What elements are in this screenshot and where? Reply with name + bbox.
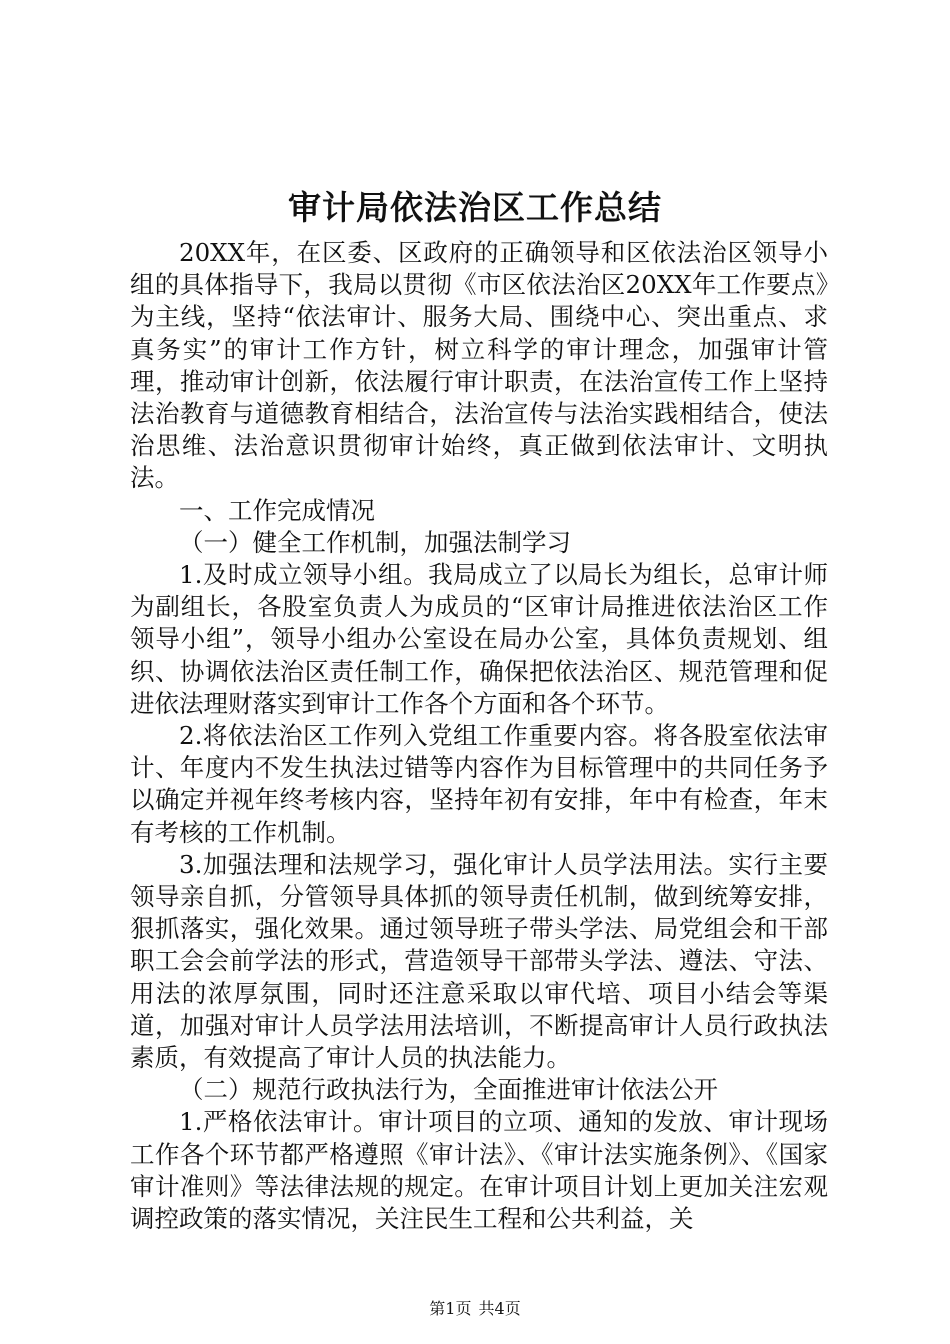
paragraph-item: 2.将依法治区工作列入党组工作重要内容。将各股室依法审计、年度内不发生执法过错等内容作为目标管理中的共同任务予以确定并视年终考核内容，坚持年初有安排，年中有检查，年末有考核的工作机制。 — [130, 721, 828, 847]
page-number: 第1页 — [429, 1299, 472, 1318]
paragraph-intro: 20XX年，在区委、区政府的正确领导和区依法治区领导小组的具体指导下，我局以贯彻《市区依法治区20XX年工作要点》为主线，坚持“依法审计、服务大局、围绕中心、突出重点、求真务实”的审计工作方针，树立科学的审计理念，加强审计管理，推动审计创新，依法履行审计职责，在法治宣传工作上坚持法治教育与道德教育相结合，法治宣传与法治实践相结合，使法治思维、法治意识贯彻审计始终，真正做到依法审计、文明执法。 — [130, 238, 828, 493]
page-total: 共4页 — [478, 1299, 521, 1318]
paragraph-item: 1.严格依法审计。审计项目的立项、通知的发放、审计现场工作各个环节都严格遵照《审计法》、《审计法实施条例》、《国家审计准则》等法律法规的规定。在审计项目计划上更加关注宏观调控政策的落实情况，关注民生工程和公共利益，关 — [130, 1107, 828, 1234]
document-title: 审计局依法治区工作总结 — [288, 188, 662, 227]
document-body — [130, 237, 828, 1235]
paragraph-item: 3.加强法理和法规学习，强化审计人员学法用法。实行主要领导亲自抓，分管领导具体抓的领导责任机制，做到统筹安排，狠抓落实，强化效果。通过领导班子带头学法、局党组会和干部职工会会前学法的形式，营造领导干部带头学法、遵法、守法、用法的浓厚氛围，同时还注意采取以审代培、项目小结会等渠道，加强对审计人员学法用法培训，不断提高审计人员行政执法素质，有效提高了审计人员的执法能力。 — [130, 849, 828, 1073]
page-footer — [0, 1298, 950, 1320]
subsection-heading: （一）健全工作机制，加强法制学习 — [179, 527, 571, 557]
section-heading: 一、工作完成情况 — [179, 495, 375, 525]
paragraph-item: 1.及时成立领导小组。我局成立了以局长为组长，总审计师为副组长，各股室负责人为成员的“区审计局推进依法治区工作领导小组”，领导小组办公室设在局办公室，具体负责规划、组织、协调依法治区责任制工作，确保把依法治区、规范管理和促进依法理财落实到审计工作各个方面和各个环节。 — [130, 560, 828, 718]
subsection-heading: （二）规范行政执法行为，全面推进审计依法公开 — [179, 1075, 718, 1105]
